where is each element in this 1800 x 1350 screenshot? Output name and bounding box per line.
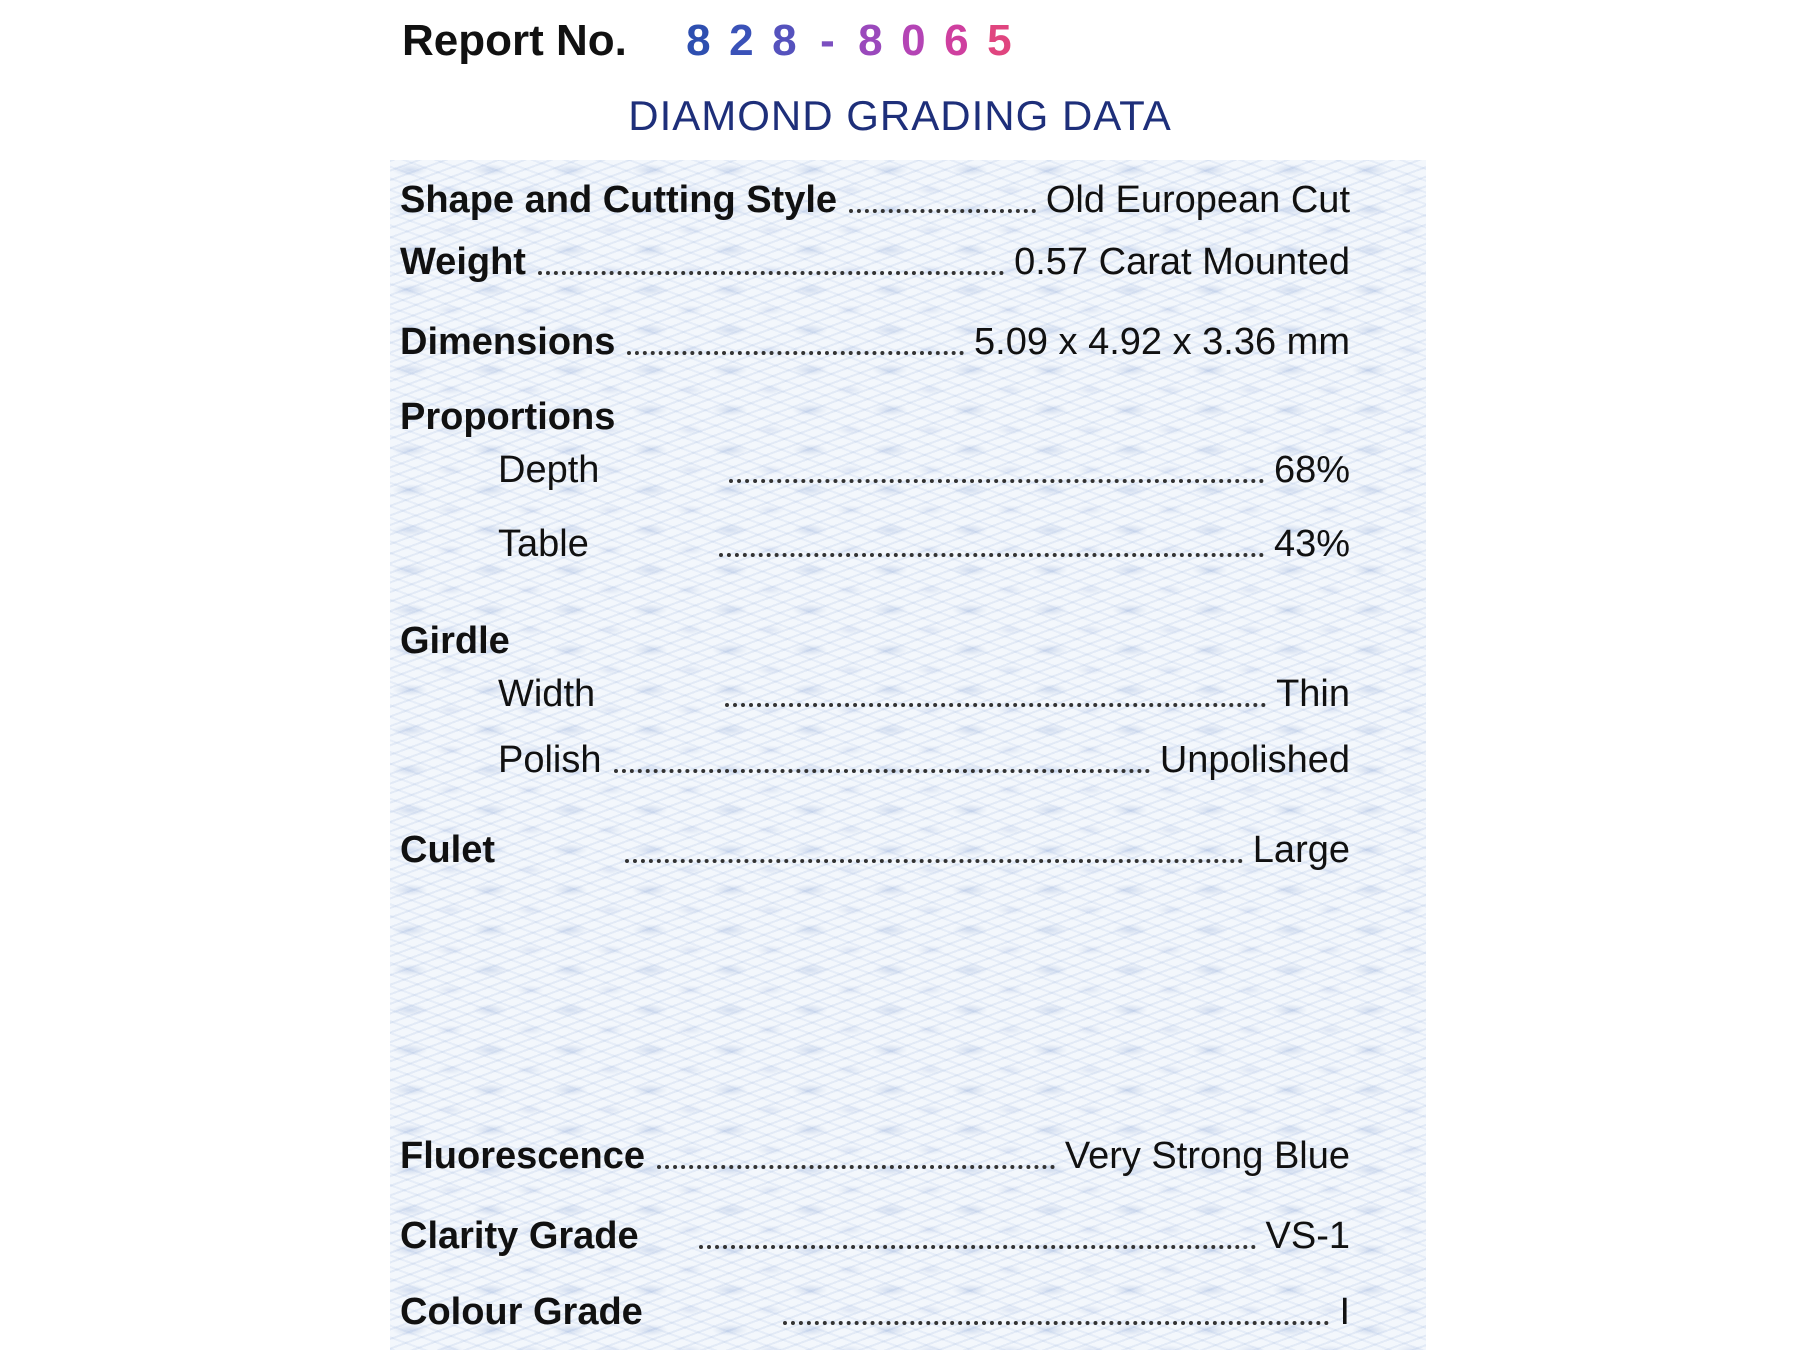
report-digit: 2 — [729, 16, 754, 65]
shape-row — [400, 172, 1350, 222]
leader-dots — [625, 859, 1243, 863]
leader-dots — [627, 351, 964, 355]
leader-dots — [725, 703, 1266, 707]
leader-dots — [719, 553, 1264, 557]
table-label: Table — [498, 523, 589, 565]
leader-dots — [614, 769, 1150, 773]
clarity-row — [400, 1208, 1350, 1258]
weight-label: Weight — [400, 241, 526, 283]
weight-row — [400, 234, 1350, 284]
leader-dots — [849, 209, 1036, 213]
report-digit: 6 — [944, 16, 969, 65]
report-digit: 8 — [686, 16, 711, 65]
leader-dots — [783, 1321, 1330, 1325]
table-value: 43% — [1273, 523, 1350, 565]
depth-label: Depth — [498, 449, 600, 491]
fluorescence-row — [400, 1128, 1350, 1178]
depth-row — [400, 442, 1350, 492]
culet-label: Culet — [400, 829, 495, 871]
report-digit-separator: - — [820, 16, 835, 65]
table-row — [400, 516, 1350, 566]
colour-value: I — [1339, 1291, 1350, 1333]
dimensions-value: 5.09 x 4.92 x 3.36 mm — [974, 321, 1350, 363]
report-digit: 5 — [987, 16, 1012, 65]
report-header — [402, 6, 1027, 76]
leader-dots — [538, 271, 1004, 275]
document-title: DIAMOND GRADING DATA — [628, 92, 1172, 139]
leader-dots — [699, 1245, 1256, 1249]
shape-label: Shape and Cutting Style — [400, 179, 838, 221]
leader-dots — [729, 479, 1264, 483]
girdle-width-label: Width — [498, 673, 596, 715]
weight-value: 0.57 Carat Mounted — [1014, 241, 1350, 283]
report-digit: 0 — [901, 16, 926, 65]
clarity-label: Clarity Grade — [400, 1215, 639, 1257]
girdle-polish-value: Unpolished — [1159, 739, 1350, 781]
report-digit: 8 — [772, 16, 797, 65]
dimensions-row — [400, 314, 1350, 364]
report-number-label: Report No. — [402, 16, 627, 65]
girdle-polish-row — [400, 732, 1350, 782]
report-number — [683, 16, 1027, 66]
girdle-heading: Girdle — [400, 620, 510, 662]
girdle-width-value: Thin — [1276, 673, 1350, 715]
culet-row — [400, 822, 1350, 872]
fluorescence-label: Fluorescence — [400, 1135, 645, 1177]
girdle-width-row — [400, 666, 1350, 716]
shape-value: Old European Cut — [1045, 179, 1350, 221]
clarity-value: VS-1 — [1265, 1215, 1350, 1257]
report-digit: 8 — [858, 16, 883, 65]
colour-label: Colour Grade — [400, 1291, 643, 1333]
fluorescence-value: Very Strong Blue — [1064, 1135, 1350, 1177]
culet-value: Large — [1252, 829, 1350, 871]
leader-dots — [657, 1165, 1055, 1169]
depth-value: 68% — [1273, 449, 1350, 491]
proportions-heading: Proportions — [400, 396, 616, 438]
dimensions-label: Dimensions — [400, 321, 616, 363]
colour-row — [400, 1284, 1350, 1334]
girdle-polish-label: Polish — [498, 739, 602, 781]
